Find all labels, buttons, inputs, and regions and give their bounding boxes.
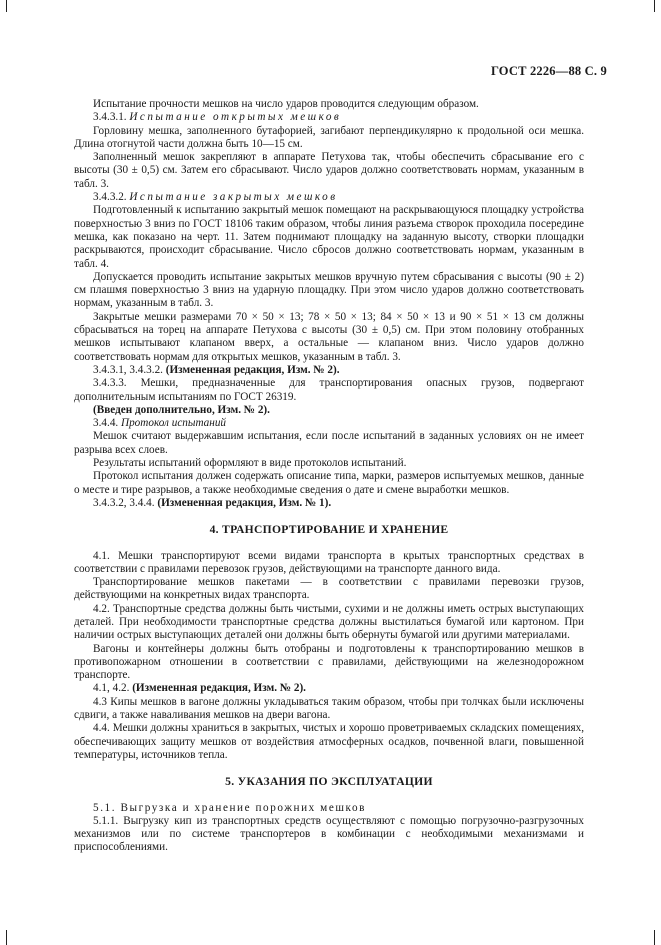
paragraph: 4.1. Мешки транспортируют всеми видами транспорта в крытых транспортных средствах в соответствии с правилами перевозок грузов, действующими на транспорте данного вида. [74,549,584,575]
paragraph: Протокол испытания должен содержать описание типа, марки, размеров испытуемых мешков, данные о месте и тире разрывов, а также необходимые сведения о дате и смене выработки мешков. [74,470,584,496]
subsection-heading: 3.4.3.1. Испытание открытых мешков [93,111,342,124]
crop-mark-bottom-left [6,930,7,945]
paragraph: Подготовленный к испытанию закрытый мешок помещают на раскрывающуюся площадку устройства поверхностью 3 вниз по ГОСТ 18106 таким образом, чтобы линия разъема створок проходила посередине мешка, как показано на черт. 11. Затем поднимают площадку на заданную высоту, створки площадки раскрываются, происходит сбрасывание. Число сбросов должно соответствовать нормам, указанным в табл. 4. [74,204,584,270]
paragraph: Испытание прочности мешков на число ударов проводится следующим образом. [93,98,479,110]
section-heading-4: 4. ТРАНСПОРТИРОВАНИЕ И ХРАНЕНИЕ [209,523,449,537]
paragraph: Допускается проводить испытание закрытых мешков вручную путем сбрасывания с высоты (90 ± 2) см плашмя поверхностью 3 вниз на ударную площадку. При этом число ударов должно соответствовать нормам, указанным в табл. 3. [74,270,584,310]
subsection-heading: 5.1. Выгрузка и хранение порожних мешков [93,801,366,814]
subsection-heading: 3.4.3.2. Испытание закрытых мешков [93,191,338,204]
paragraph: 4.2. Транспортные средства должны быть чистыми, сухими и не должны иметь острых выступающих деталей. При необходимости транспортные средства должны выстилаться бумагой или картоном. При наличии острых выступающих деталей они должны быть обернуты бумагой или другими материалами. [74,602,584,642]
paragraph: Заполненный мешок закрепляют в аппарате Петухова так, чтобы обеспечить сбрасывание его с высоты (30 ± 0,5) см. Затем его сбрасывают. Число ударов должно соответствовать нормам, указанным в табл. 3. [74,151,584,190]
crop-mark-top-left [6,0,7,12]
amendment-note: 3.4.3.2, 3.4.4. (Измененная редакция, Изм. № 1). [93,496,332,509]
paragraph: Мешок считают выдержавшим испытания, если после испытаний в заданных условиях он не имеет разрыва всех слоев. [74,430,584,456]
paragraph: 4.3 Кипы мешков в вагоне должны укладываться таким образом, чтобы при толчках были исключены сдвиги, а также наваливания мешков на двери вагона. [74,695,584,722]
amendment-note: (Введен дополнительно, Изм. № 2). [93,403,270,416]
amendment-note: 4.1, 4.2. (Измененная редакция, Изм. № 2). [93,682,306,695]
paragraph: Закрытые мешки размерами 70 × 50 × 13; 78 × 50 × 13; 84 × 50 × 13 и 90 × 51 × 13 см должны сбрасываться на торец на аппарате Петухова с высоты (30 ± 0,5) см. При этом половину отобранных мешков испытывают клапаном вверх, а остальные — клапаном вниз. Число ударов должно соответствовать нормам для открытых мешков, указанным в табл. 3. [74,310,584,363]
amendment-note: 3.4.3.1, 3.4.3.2. (Измененная редакция, Изм. № 2). [93,363,340,376]
paragraph: 5.1.1. Выгрузку кип из транспортных средств осуществляют с помощью погрузочно-разгрузочных механизмов или по системе транспортеров в комбинации с необходимыми механизмами и приспособлениями. [74,814,584,854]
paragraph: 3.4.3.3. Мешки, предназначенные для транспортирования опасных грузов, подвергают дополнительным испытаниям по ГОСТ 26319. [74,377,584,403]
paragraph: Вагоны и контейнеры должны быть отобраны и подготовлены к транспортированию мешков в противопожарном отношении в соответствии с правилами, действующими на железнодорожном транспорте. [74,642,584,682]
crop-mark-top-right [654,0,655,12]
paragraph: Транспортирование мешков пакетами — в соответствии с правилами перевозки грузов, действующими на конкретных видах транспорта. [74,576,584,602]
document-body [74,98,584,855]
paragraph: 4.4. Мешки должны храниться в закрытых, чистых и хорошо проветриваемых складских помещениях, обеспечивающих защиту мешков от воздействия атмосферных осадков, почвенной влаги, повышенной температуры, источников тепла. [74,722,584,761]
paragraph: Горловину мешка, заполненного бутафорией, загибают перпендикулярно к продольной оси мешка. Длина отогнутой части должна быть 10—15 см. [74,124,584,150]
page-header: ГОСТ 2226—88 С. 9 [490,64,607,78]
paragraph: Результаты испытаний оформляют в виде протоколов испытаний. [93,457,407,470]
crop-mark-bottom-right [654,930,655,945]
subsection-heading: 3.4.4. Протокол испытаний [93,417,227,430]
section-heading-5: 5. УКАЗАНИЯ ПО ЭКСПЛУАТАЦИИ [225,775,433,789]
